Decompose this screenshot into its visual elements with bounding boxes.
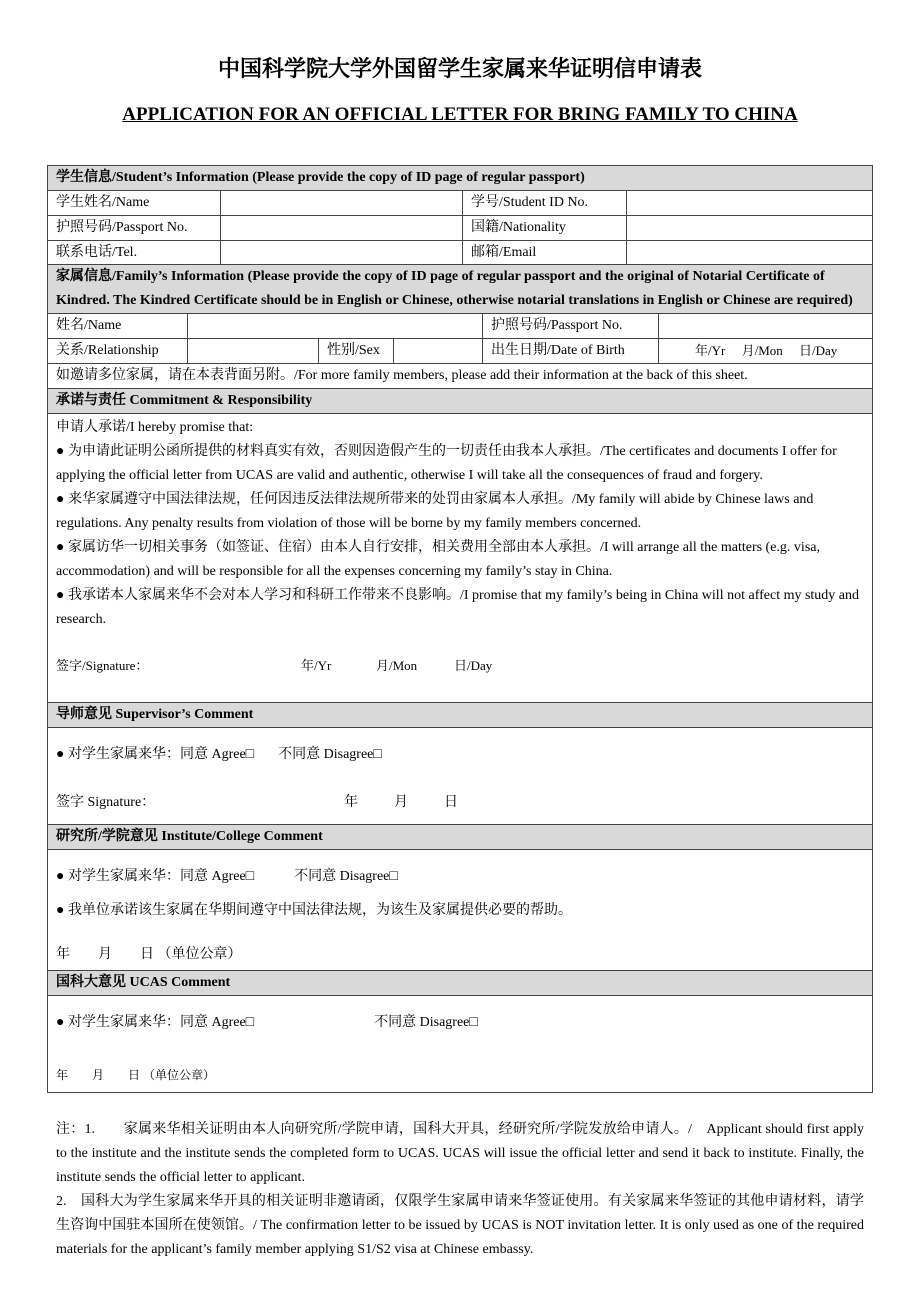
sign-yr: 年/Yr (301, 658, 332, 673)
dob-field[interactable] (659, 339, 873, 364)
commitment-intro: 申请人承诺/I hereby promise that: (56, 420, 254, 435)
student-id-field[interactable] (627, 191, 873, 216)
signature-label: 签字/Signature： (56, 658, 149, 673)
notes (56, 1118, 864, 1262)
commitment-item: ● 我承诺本人家属来华不会对本人学习和科研工作带来不良影响。/I promise that my family’s being in China will not affect my study and research. (56, 588, 860, 627)
tel-field[interactable] (221, 241, 463, 266)
family-name-field[interactable] (188, 314, 483, 339)
dob-day: 日/Day (799, 343, 838, 358)
supervisor-mon: 月 (394, 795, 408, 810)
commitment-body (48, 414, 873, 703)
supervisor-signature-line[interactable] (56, 791, 864, 815)
note-2: 2. 国科大为学生家属来华开具的相关证明非邀请函，仅限学生家属申请来华签证使用。有关家属来华签证的其他申请材料，请学生咨询中国驻本国所在使领馆。/ The confirmation letter to be issued by UCAS is NOT invitation letter. It is only used as one of the required materials for the applicant’s family member applying S1/S2 visa at Chinese embassy. (56, 1194, 864, 1257)
institute-disagree-checkbox[interactable]: 不同意 Disagree□ (294, 869, 398, 884)
commitment-item: ● 来华家属遵守中国法律法规，任何因违反法律法规所带来的处罚由家属本人承担。/My family will abide by Chinese laws and regulations. Any penalty results from violation of those will be borne by my family members concerned. (56, 492, 814, 531)
dob-label: 出生日期/Date of Birth (483, 339, 659, 364)
family-info-table (47, 264, 873, 1093)
supervisor-disagree-checkbox[interactable]: 不同意 Disagree□ (278, 747, 382, 762)
passport-label: 护照号码/Passport No. (48, 216, 221, 241)
institute-body (48, 850, 873, 971)
supervisor-body (48, 728, 873, 825)
family-passport-label: 护照号码/Passport No. (483, 314, 659, 339)
sign-mon: 月/Mon (376, 658, 418, 673)
more-family-note: 如邀请多位家属，请在本表背面另附。/For more family members, please add their information at the back of this sheet. (48, 364, 873, 389)
commitment-header: 承诺与责任 Commitment & Responsibility (48, 389, 873, 414)
supervisor-header: 导师意见 Supervisor’s Comment (48, 703, 873, 728)
sex-label: 性别/Sex (319, 339, 394, 364)
institute-promise: ● 我单位承诺该生家属在华期间遵守中国法律法规，为该生及家属提供必要的帮助。 (56, 903, 572, 918)
dob-mon: 月/Mon (741, 343, 783, 358)
commitment-signature-line[interactable] (56, 654, 864, 678)
student-id-label: 学号/Student ID No. (463, 191, 627, 216)
email-field[interactable] (627, 241, 873, 266)
passport-field[interactable] (221, 216, 463, 241)
institute-agree-checkbox[interactable]: ● 对学生家属来华：同意 Agree□ (56, 869, 255, 884)
title-chinese: 中国科学院大学外国留学生家属来华证明信申请表 (217, 56, 702, 81)
ucas-agree-checkbox[interactable]: ● 对学生家属来华：同意 Agree□ (56, 1015, 255, 1030)
relationship-label: 关系/Relationship (48, 339, 188, 364)
student-info-table (47, 165, 873, 266)
relationship-field[interactable] (188, 339, 319, 364)
student-info-header: 学生信息/Student’s Information (Please provide the copy of ID page of regular passport) (48, 166, 873, 191)
family-name-label: 姓名/Name (48, 314, 188, 339)
nationality-label: 国籍/Nationality (463, 216, 627, 241)
email-label: 邮箱/Email (463, 241, 627, 266)
institute-date-seal: 年 月 日 （单位公章） (56, 947, 242, 962)
nationality-field[interactable] (627, 216, 873, 241)
supervisor-signature-label: 签字 Signature： (56, 795, 156, 810)
ucas-body (48, 996, 873, 1093)
institute-header: 研究所/学院意见 Institute/College Comment (48, 825, 873, 850)
ucas-disagree-checkbox[interactable]: 不同意 Disagree□ (374, 1015, 478, 1030)
supervisor-agree-checkbox[interactable]: ● 对学生家属来华：同意 Agree□ (56, 747, 255, 762)
commitment-item: ● 家属访华一切相关事务（如签证、住宿）由本人自行安排，相关费用全部由本人承担。/I will arrange all the matters (e.g. visa, accommodation) and will be responsible for all the expenses concerning my family’s stay in China. (56, 540, 820, 579)
family-passport-field[interactable] (659, 314, 873, 339)
sign-day: 日/Day (454, 658, 493, 673)
supervisor-day: 日 (444, 795, 458, 810)
title-english: APPLICATION FOR AN OFFICIAL LETTER FOR BRING FAMILY TO CHINA (122, 104, 798, 125)
note-1: 注：1. 家属来华相关证明由本人向研究所/学院申请，国科大开具，经研究所/学院发放给申请人。/ Applicant should first apply to the institute and the institute sends the completed form to UCAS. UCAS will issue the official letter and send it back to institute. Finally, the institute sends the official letter to applicant. (56, 1122, 864, 1185)
dob-yr: 年/Yr (695, 343, 726, 358)
ucas-date-seal: 年 月 日 （单位公章） (56, 1068, 216, 1082)
student-name-label: 学生姓名/Name (48, 191, 221, 216)
sex-field[interactable] (394, 339, 483, 364)
commitment-item: ● 为申请此证明公函所提供的材料真实有效，否则因造假产生的一切责任由我本人承担。/The certificates and documents I offer for applying the official letter from UCAS are valid and authentic, otherwise I will take all the consequences of fraud and forgery. (56, 444, 837, 483)
tel-label: 联系电话/Tel. (48, 241, 221, 266)
supervisor-yr: 年 (344, 795, 358, 810)
ucas-header: 国科大意见 UCAS Comment (48, 971, 873, 996)
family-info-header: 家属信息/Family’s Information (Please provide the copy of ID page of regular passport and the original of Notarial Certificate of Kindred. The Kindred Certificate should be in English or Chinese, otherwise notarial translations in English or Chinese are required) (48, 265, 873, 314)
student-name-field[interactable] (221, 191, 463, 216)
